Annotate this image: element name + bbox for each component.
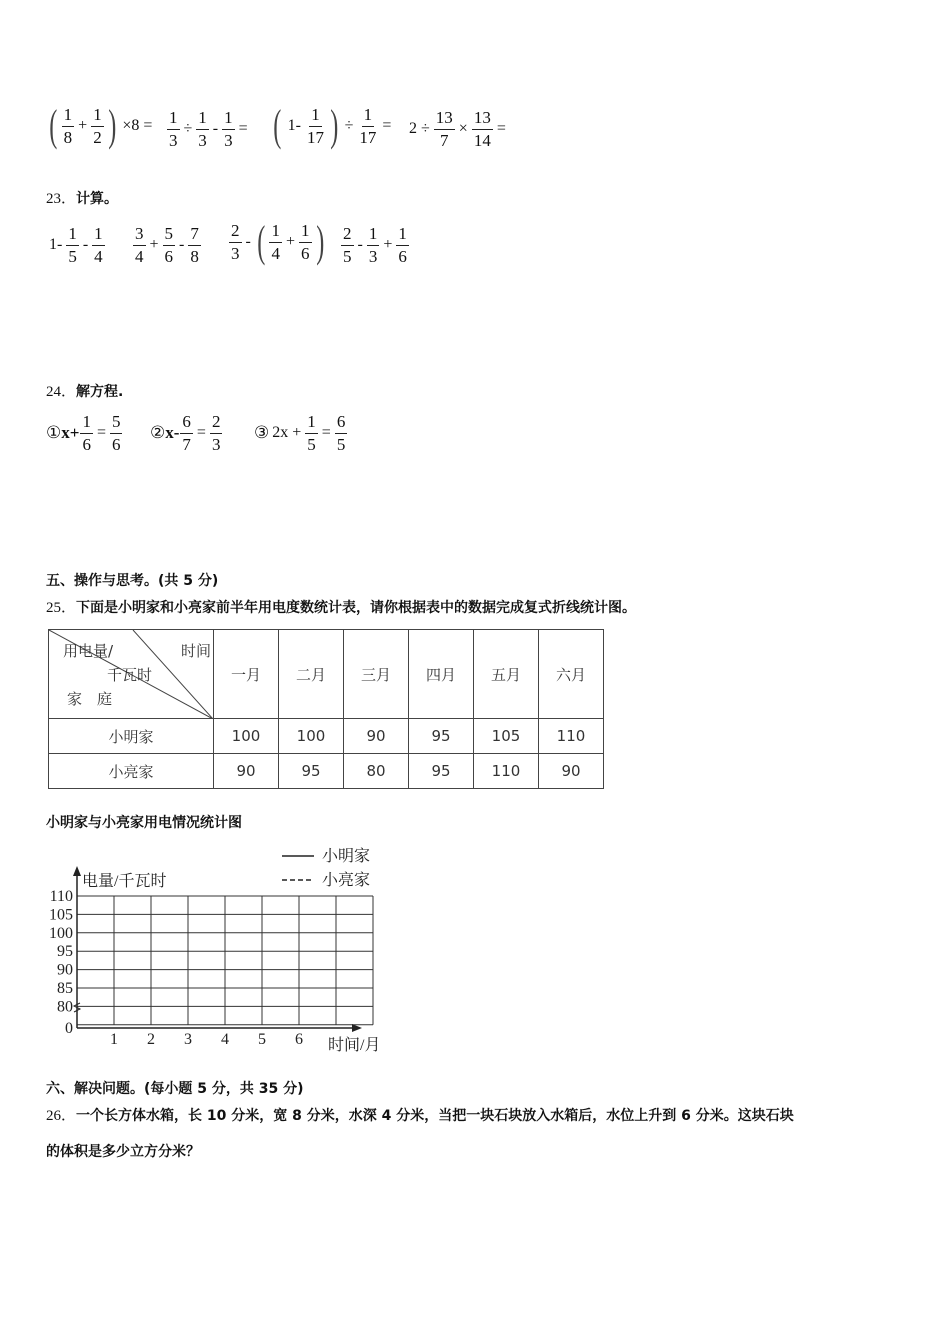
operator: -	[212, 120, 219, 138]
header-time-label: 时间	[181, 642, 212, 660]
right-paren: )	[315, 217, 324, 266]
diagonal-header-cell	[49, 630, 214, 719]
question-24-heading: 24．解方程.	[46, 384, 124, 400]
question-25: 25．下面是小明家和小亮家前半年用电度数统计表，请你根据表中的数据完成复式折线统计图。	[46, 600, 637, 616]
operator: 1-	[49, 236, 63, 254]
table-cell: 90	[344, 719, 409, 754]
electricity-table	[48, 629, 604, 789]
fraction: $\frac{13}{7}$	[435, 108, 453, 150]
family-name: 小亮家	[49, 754, 214, 789]
table-cell: 90	[214, 754, 279, 789]
header-kwh-label: 千瓦时	[107, 666, 153, 684]
y-tick-label: 110	[49, 888, 73, 905]
right-paren: )	[107, 101, 117, 150]
fraction: $\frac{7}{8}$	[190, 224, 199, 266]
fraction: $\frac{1}{17}$	[359, 104, 377, 147]
fraction: $\frac{1}{3}$	[224, 108, 233, 150]
operator: ÷	[183, 120, 193, 138]
expr-22-4	[406, 108, 509, 150]
table-cell: 110	[539, 719, 604, 754]
y-tick-label: 105	[49, 906, 73, 924]
month-header: 二月	[279, 630, 344, 719]
table-cell: 95	[409, 719, 474, 754]
expr-23-4	[340, 224, 410, 266]
question-23-heading: 23．计算。	[46, 191, 119, 207]
x-tick-label: 4	[221, 1031, 229, 1048]
header-family-label: 家 庭	[67, 690, 113, 708]
fraction: $\frac{2}{5}$	[343, 224, 352, 266]
x-tick-label: 1	[110, 1031, 118, 1048]
operator: 2 ÷	[409, 120, 430, 138]
operator: -	[357, 236, 363, 254]
table-cell: 110	[474, 754, 539, 789]
fraction: $\frac{1}{4}$	[271, 220, 280, 263]
y-axis-arrow	[73, 866, 81, 876]
fraction: $\frac{1}{4}$	[94, 224, 103, 266]
x-tick-label: 3	[184, 1031, 192, 1048]
operator: 2x +	[272, 424, 302, 442]
operator: =	[382, 117, 392, 134]
fraction: $\frac{1}{6}$	[82, 412, 91, 454]
question-26-line2: 的体积是多少立方分米？	[46, 1144, 200, 1160]
left-paren: (	[257, 217, 266, 266]
circled-number: ②	[150, 423, 166, 443]
left-paren: (	[49, 101, 58, 150]
x-tick-label: 2	[147, 1031, 155, 1048]
section-5-title: 五、操作与思考。(共 5 分)	[46, 573, 219, 589]
fraction: $\frac{1}{3}$	[198, 108, 207, 150]
fraction: $\frac{1}{17}$	[306, 104, 324, 147]
month-header: 四月	[409, 630, 474, 719]
circled-number: ①	[46, 423, 62, 443]
y-tick-label: 0	[65, 1020, 73, 1037]
table-cell: 100	[279, 719, 344, 754]
fraction: $\frac{1}{6}$	[301, 220, 310, 263]
operator: x-	[165, 423, 180, 443]
equation-24-2	[150, 412, 223, 454]
expr-23-1	[46, 224, 106, 266]
axis-break-icon	[74, 1003, 80, 1012]
fraction: $\frac{2}{3}$	[211, 412, 221, 454]
header-unit-label: 用电量/	[63, 642, 114, 660]
equation-24-3	[254, 412, 348, 454]
table-cell: 105	[474, 719, 539, 754]
operator: -	[179, 236, 185, 254]
operator: =	[496, 120, 506, 138]
y-tick-label: 100	[49, 924, 73, 942]
x-tick-label: 6	[295, 1031, 303, 1048]
month-header: 一月	[214, 630, 279, 719]
legend-label-xiaoming: 小明家	[322, 848, 371, 865]
chart-title: 小明家与小亮家用电情况统计图	[46, 815, 242, 831]
x-axis-label: 时间/月	[328, 1037, 381, 1054]
expr-22-1	[46, 101, 155, 150]
operator: =	[238, 120, 248, 138]
operator: =	[196, 424, 206, 442]
fraction: $\frac{6}{5}$	[336, 412, 346, 454]
fraction: $\frac{1}{6}$	[398, 224, 407, 266]
fraction: $\frac{5}{6}$	[164, 224, 174, 266]
y-tick-label: 85	[57, 980, 73, 997]
y-tick-label: 80	[57, 998, 73, 1016]
operator: 1-	[287, 117, 301, 134]
fraction: $\frac{6}{7}$	[182, 412, 191, 454]
line-chart	[40, 838, 420, 1058]
operator: +	[149, 236, 159, 254]
fraction: $\frac{2}{3}$	[231, 220, 240, 263]
fraction: $\frac{1}{3}$	[169, 108, 178, 150]
operator: =	[321, 424, 331, 442]
fraction: $\frac{3}{4}$	[135, 224, 144, 266]
fraction: $\frac{5}{6}$	[111, 412, 121, 454]
right-paren: )	[330, 101, 339, 150]
table-cell: 95	[279, 754, 344, 789]
expr-22-2	[166, 108, 251, 150]
table-cell: 100	[214, 719, 279, 754]
operator: +	[383, 236, 393, 254]
y-tick-label: 95	[57, 943, 73, 961]
table-row	[49, 719, 604, 754]
left-paren: (	[273, 101, 282, 150]
fraction: $\frac{1}{2}$	[93, 104, 102, 147]
operator: -	[82, 236, 89, 254]
operator: ×	[458, 120, 468, 138]
operator: +	[78, 117, 88, 134]
month-header: 三月	[344, 630, 409, 719]
x-ticks	[110, 1031, 303, 1048]
month-header: 六月	[539, 630, 604, 719]
y-axis-label: 电量/千瓦时	[82, 873, 167, 890]
family-name: 小明家	[49, 719, 214, 754]
table-cell: 90	[539, 754, 604, 789]
operator: -	[245, 233, 251, 250]
operator: =	[96, 424, 106, 442]
question-26-line1: 26．一个长方体水箱，长 10 分米，宽 8 分米，水深 4 分米，当把一块石块放入水箱后，水位上升到 6 分米。这块石块	[46, 1108, 794, 1124]
operator: +	[285, 233, 296, 250]
fraction: $\frac{13}{14}$	[473, 108, 491, 150]
table-cell: 80	[344, 754, 409, 789]
chart-grid	[77, 896, 373, 1025]
expr-22-3	[270, 101, 394, 150]
table-row	[49, 754, 604, 789]
operator: x+	[61, 423, 80, 443]
operator: ×8 =	[122, 117, 153, 134]
fraction: $\frac{1}{5}$	[307, 412, 316, 454]
equation-24-1	[46, 412, 123, 454]
circled-number: ③	[254, 423, 270, 443]
expr-23-2	[132, 224, 202, 266]
table-cell: 95	[409, 754, 474, 789]
legend-label-xiaoliang: 小亮家	[322, 872, 371, 889]
month-header: 五月	[474, 630, 539, 719]
expr-23-3	[228, 217, 327, 266]
section-6-title: 六、解决问题。(每小题 5 分，共 35 分)	[46, 1081, 304, 1097]
y-tick-label: 90	[57, 961, 73, 979]
fraction: $\frac{1}{5}$	[68, 224, 77, 266]
fraction: $\frac{1}{3}$	[368, 224, 378, 266]
fraction: $\frac{1}{8}$	[63, 104, 73, 147]
y-ticks	[49, 888, 73, 1037]
operator: ÷	[344, 117, 354, 134]
x-tick-label: 5	[258, 1031, 266, 1048]
